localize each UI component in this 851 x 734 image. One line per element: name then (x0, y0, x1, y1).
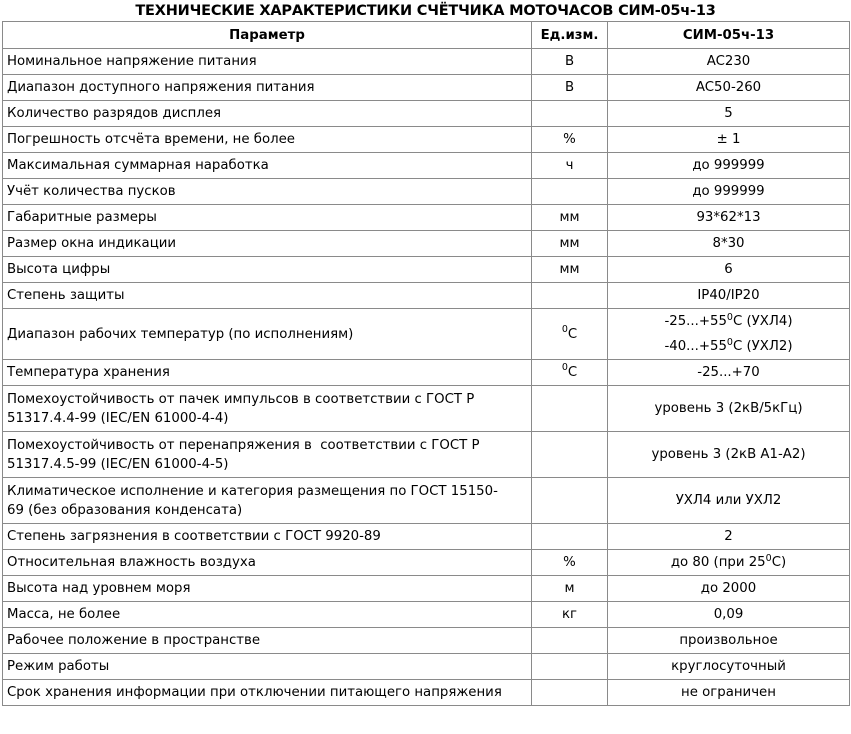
unit-cell: ч (532, 153, 608, 179)
param-cell: Относительная влажность воздуха (3, 550, 532, 576)
value-cell (608, 309, 850, 360)
table-row (3, 179, 850, 205)
unit-cell (532, 654, 608, 680)
value-text: -25...+55 (664, 314, 727, 329)
table-row (3, 309, 850, 360)
spec-table (2, 21, 850, 706)
param-cell: Размер окна индикации (3, 231, 532, 257)
param-cell (3, 478, 532, 524)
table-row (3, 576, 850, 602)
value-cell: AC230 (608, 49, 850, 75)
unit-cell: % (532, 550, 608, 576)
unit-cell: % (532, 127, 608, 153)
param-cell: Количество разрядов дисплея (3, 101, 532, 127)
param-cell: Режим работы (3, 654, 532, 680)
param-cell: Номинальное напряжение питания (3, 49, 532, 75)
param-cell: Габаритные размеры (3, 205, 532, 231)
param-line: 51317.4.4-99 (IEC/EN 61000-4-4) (7, 410, 229, 426)
value-text: C) (771, 555, 787, 570)
table-row (3, 205, 850, 231)
table-row (3, 680, 850, 706)
unit-cell (532, 360, 608, 386)
unit-cell: м (532, 576, 608, 602)
degree-superscript: 0 (561, 323, 568, 335)
param-cell (3, 386, 532, 432)
page-title: ТЕХНИЧЕСКИЕ ХАРАКТЕРИСТИКИ СЧЁТЧИКА МОТОЧАСОВ СИМ-05ч-13 (135, 3, 716, 19)
table-row (3, 432, 850, 478)
table-row (3, 257, 850, 283)
value-cell: AC50-260 (608, 75, 850, 101)
header-parameter: Параметр (3, 22, 532, 49)
value-cell: уровень 3 (2кВ/5кГц) (608, 386, 850, 432)
table-row (3, 478, 850, 524)
value-cell: 2 (608, 524, 850, 550)
degree-superscript: 0 (765, 553, 772, 564)
param-cell: Рабочее положение в пространстве (3, 628, 532, 654)
value-cell: до 999999 (608, 179, 850, 205)
unit-text: C (567, 365, 578, 380)
table-row (3, 524, 850, 550)
value-text: C (УХЛ2) (732, 339, 793, 354)
value-line (613, 309, 844, 334)
degree-superscript: 0 (726, 337, 733, 348)
param-cell: Диапазон доступного напряжения питания (3, 75, 532, 101)
table-row (3, 654, 850, 680)
table-row (3, 75, 850, 101)
value-cell: до 2000 (608, 576, 850, 602)
param-cell: Погрешность отсчёта времени, не более (3, 127, 532, 153)
value-cell: 6 (608, 257, 850, 283)
degree-superscript: 0 (726, 312, 733, 323)
table-row (3, 101, 850, 127)
unit-cell (532, 101, 608, 127)
param-cell (3, 432, 532, 478)
table-row (3, 550, 850, 576)
unit-cell: мм (532, 205, 608, 231)
table-header-row (3, 22, 850, 49)
table-row (3, 602, 850, 628)
unit-text: C (567, 326, 578, 342)
value-cell: до 999999 (608, 153, 850, 179)
value-text: C (УХЛ4) (732, 314, 793, 329)
unit-cell (532, 386, 608, 432)
table-row (3, 231, 850, 257)
unit-cell: мм (532, 231, 608, 257)
value-cell: произвольное (608, 628, 850, 654)
value-cell: 5 (608, 101, 850, 127)
unit-cell (532, 432, 608, 478)
param-cell: Срок хранения информации при отключении питающего напряжения (3, 680, 532, 706)
unit-cell: В (532, 49, 608, 75)
value-cell: ± 1 (608, 127, 850, 153)
param-cell: Максимальная суммарная наработка (3, 153, 532, 179)
table-row (3, 360, 850, 386)
degree-superscript: 0 (561, 362, 568, 373)
param-line: 69 (без образования конденсата) (7, 502, 243, 518)
header-model: СИМ-05ч-13 (608, 22, 850, 49)
value-line (613, 334, 844, 359)
unit-cell (532, 283, 608, 309)
param-cell: Масса, не более (3, 602, 532, 628)
unit-cell: В (532, 75, 608, 101)
value-cell (608, 550, 850, 576)
param-cell: Температура хранения (3, 360, 532, 386)
table-row (3, 283, 850, 309)
param-cell: Высота цифры (3, 257, 532, 283)
param-line: Климатическое исполнение и категория размещения по ГОСТ 15150- (7, 483, 498, 499)
table-row (3, 153, 850, 179)
unit-cell (532, 524, 608, 550)
value-cell: 8*30 (608, 231, 850, 257)
unit-cell (532, 680, 608, 706)
unit-cell (532, 628, 608, 654)
table-row (3, 127, 850, 153)
value-cell: 93*62*13 (608, 205, 850, 231)
param-cell: Степень защиты (3, 283, 532, 309)
value-cell: не ограничен (608, 680, 850, 706)
value-cell: круглосуточный (608, 654, 850, 680)
table-row (3, 386, 850, 432)
value-cell: 0,09 (608, 602, 850, 628)
unit-cell (532, 478, 608, 524)
param-cell: Учёт количества пусков (3, 179, 532, 205)
value-cell: -25...+70 (608, 360, 850, 386)
table-row (3, 628, 850, 654)
table-row (3, 49, 850, 75)
value-text: до 80 (при 25 (670, 555, 766, 570)
unit-cell: мм (532, 257, 608, 283)
value-cell: УХЛ4 или УХЛ2 (608, 478, 850, 524)
param-line: Помехоустойчивость от перенапряжения в соответствии с ГОСТ Р (7, 437, 480, 453)
param-cell: Степень загрязнения в соответствии с ГОСТ 9920-89 (3, 524, 532, 550)
header-unit: Ед.изм. (532, 22, 608, 49)
unit-cell: кг (532, 602, 608, 628)
value-cell: IP40/IP20 (608, 283, 850, 309)
value-text: -40...+55 (664, 339, 727, 354)
param-cell: Высота над уровнем моря (3, 576, 532, 602)
param-line: 51317.4.5-99 (IEC/EN 61000-4-5) (7, 456, 229, 472)
unit-cell (532, 309, 608, 360)
value-cell: уровень 3 (2кВ А1-А2) (608, 432, 850, 478)
param-cell: Диапазон рабочих температур (по исполнениям) (3, 309, 532, 360)
param-line: Помехоустойчивость от пачек импульсов в соответствии с ГОСТ Р (7, 391, 475, 407)
unit-cell (532, 179, 608, 205)
